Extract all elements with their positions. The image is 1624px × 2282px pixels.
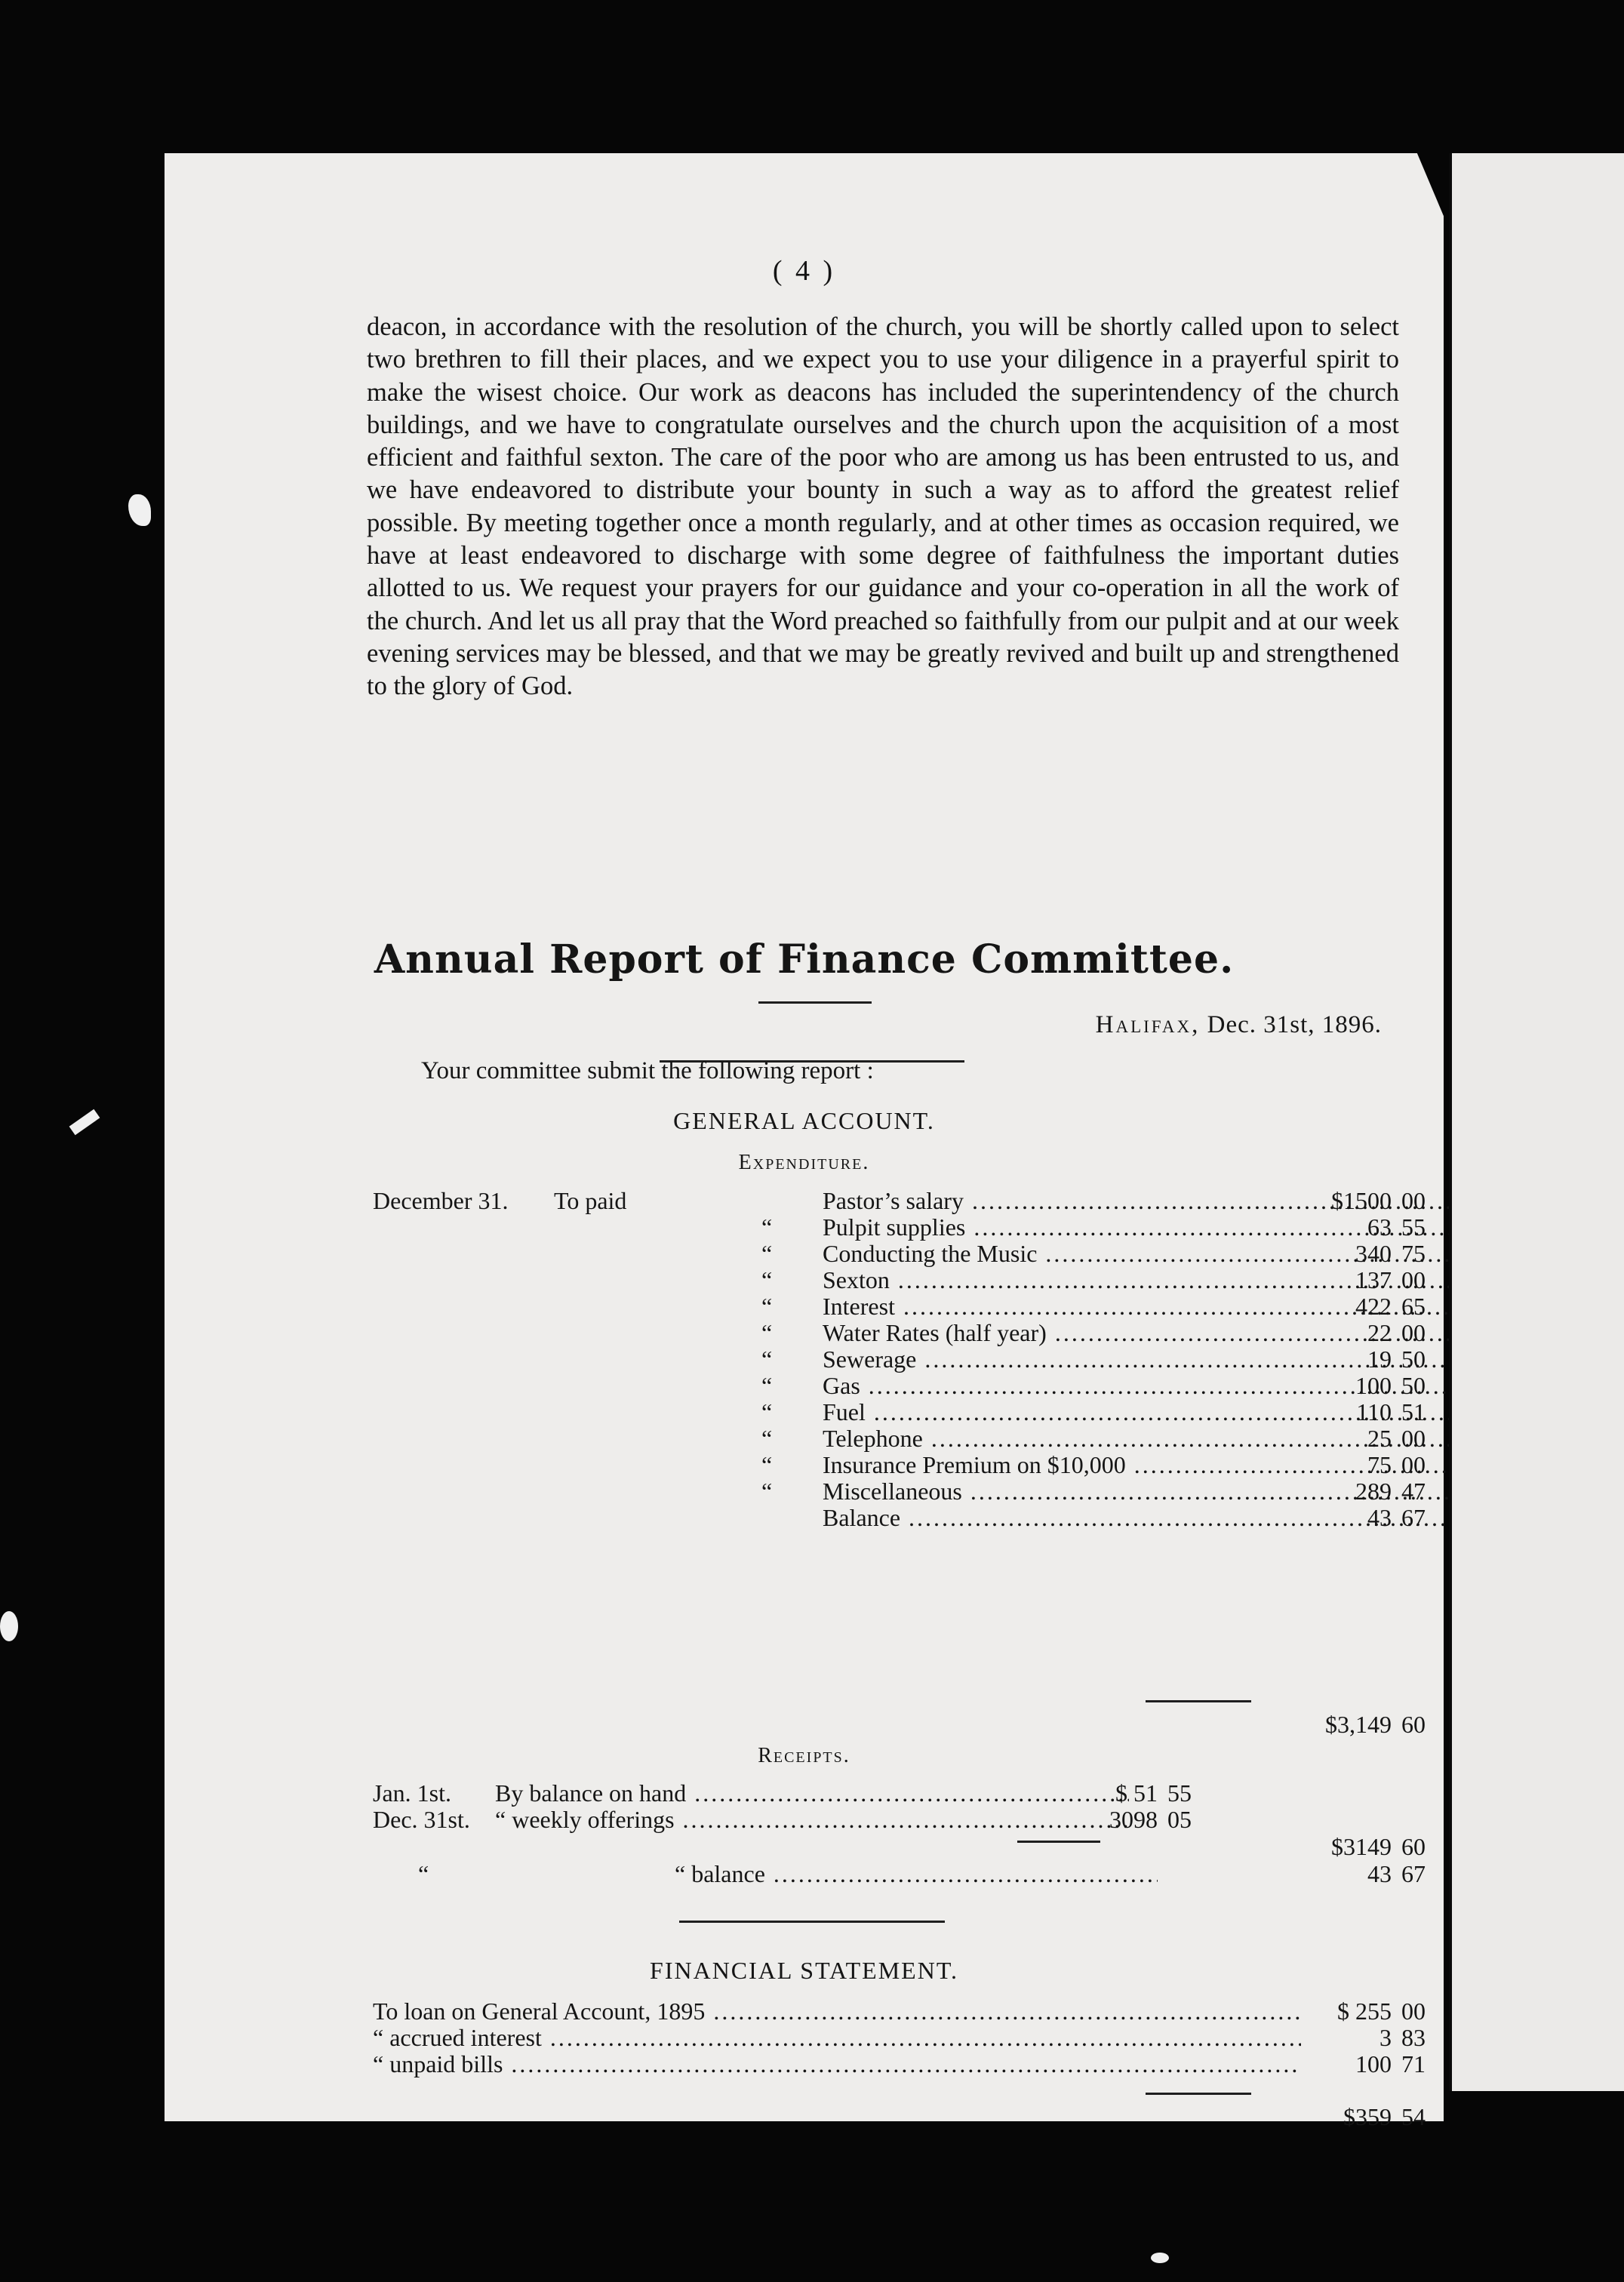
expenditure-cents: 50 xyxy=(1401,1372,1426,1399)
statement-total-rule xyxy=(1146,2093,1251,2095)
statement-dollars: 100 xyxy=(1355,2050,1392,2077)
expenditure-cents: 51 xyxy=(1401,1398,1426,1425)
receipts-total-cents: 60 xyxy=(1401,1833,1426,1860)
receipts-dollars: $ 51 xyxy=(1115,1779,1158,1807)
ditto-mark: “ xyxy=(761,1372,773,1399)
ditto-mark: “ xyxy=(761,1240,773,1267)
expenditure-label: Fuel ..... xyxy=(823,1398,1511,1426)
statement-total-dollars: $359 xyxy=(1343,2103,1392,2130)
expenditure-row xyxy=(373,1372,1426,1399)
ditto-mark: “ xyxy=(761,1319,773,1346)
expenditure-dollars: 137 xyxy=(1355,1266,1392,1293)
deacons-report-text: deacon, in accordance with the resolution of the church, you will be shortly called upon to select two brethren to fill their places, and we expect you to use your diligence in a prayerful spirit to make the wisest choice. Our work as deacons has included the superintendency of the church buildings, and we have to congratulate ourselves and the church upon the acquisition of a most efficient and faithful sexton. The care of the poor who are among us has been entrusted to us, and we have endeavored to distribute your bounty in such a way as to afford the greatest relief possible. By meeting together once a month regularly, and at other times as occasion required, we have at least endeavored to discharge with some degree of faithfulness the important duties allotted to us. We request your prayers for our guidance and your co-operation in all the work of the church. And let us all pray that the Word preached so faithfully from our pulpit and at our week evening services may be blessed, and that we may be greatly revived and built up and strengthened to the glory of God. xyxy=(367,312,1399,701)
statement-dollars: 3 xyxy=(1379,2024,1392,2051)
to-paid-label: To paid xyxy=(554,1187,627,1214)
statement-cents: 00 xyxy=(1401,1998,1426,2025)
statement-total xyxy=(373,2103,1426,2133)
expenditure-dollars: 22 xyxy=(1367,1319,1392,1346)
expenditure-row xyxy=(373,1478,1426,1505)
expenditure-total xyxy=(373,1711,1426,1741)
expenditure-total-cents: 60 xyxy=(1401,1711,1426,1738)
scan-speck xyxy=(1151,2253,1169,2263)
statement-label: “ unpaid bills ..... xyxy=(373,2050,1301,2078)
expenditure-label: Balance ..... xyxy=(823,1504,1511,1532)
expenditure-label: Miscellaneous ..... xyxy=(823,1478,1511,1505)
expenditure-dollars: 63 xyxy=(1367,1213,1392,1241)
receipts-row xyxy=(373,1779,1414,1806)
receipts-ledger xyxy=(373,1779,1414,1840)
expenditure-label: Interest ..... xyxy=(823,1293,1511,1321)
expenditure-cents: 75 xyxy=(1401,1240,1426,1267)
scan-speck xyxy=(128,494,151,526)
report-title: Annual Report of Finance Committee. xyxy=(374,936,1235,983)
scan-speck xyxy=(0,1611,18,1641)
report-place: Halifax, xyxy=(1095,1011,1201,1038)
expenditure-cents: 47 xyxy=(1401,1478,1426,1505)
receipts-date: Dec. 31st. xyxy=(373,1806,470,1833)
receipts-heading: Receipts. xyxy=(758,1744,850,1767)
report-intro: Your committee submit the following report : xyxy=(421,1057,874,1084)
financial-statement-ledger xyxy=(373,1998,1426,2088)
expenditure-total-rule xyxy=(1146,1700,1251,1702)
financial-statement-heading: FINANCIAL STATEMENT. xyxy=(650,1957,958,1984)
receipts-cents: 05 xyxy=(1167,1806,1192,1833)
receipts-total-dollars: $3149 xyxy=(1331,1833,1392,1860)
report-dateline xyxy=(1096,1011,1382,1039)
expenditure-row xyxy=(373,1398,1426,1425)
document-page xyxy=(165,153,1444,2130)
expenditure-label: Conducting the Music ..... xyxy=(823,1240,1511,1268)
expenditure-label: Pulpit supplies ..... xyxy=(823,1213,1511,1241)
expenditure-dollars: 19 xyxy=(1367,1346,1392,1373)
expenditure-row xyxy=(373,1346,1426,1373)
receipts-balance-row xyxy=(373,1860,1426,1890)
receipts-balance-ditto: “ xyxy=(418,1860,429,1887)
statement-cents: 71 xyxy=(1401,2050,1426,2077)
expenditure-dollars: 100 xyxy=(1355,1372,1392,1399)
expenditure-row xyxy=(373,1213,1426,1241)
expenditure-label: Sewerage ..... xyxy=(823,1346,1511,1373)
statement-row xyxy=(373,1998,1426,2025)
statement-label: To loan on General Account, 1895 ..... xyxy=(373,1998,1301,2025)
expenditure-cents: 00 xyxy=(1401,1451,1426,1478)
expenditure-row xyxy=(373,1425,1426,1452)
ditto-mark: “ xyxy=(761,1425,773,1452)
expenditure-row xyxy=(373,1266,1426,1293)
receipts-cents: 55 xyxy=(1167,1779,1192,1807)
receipts-row xyxy=(373,1806,1414,1832)
ditto-mark: “ xyxy=(761,1213,773,1241)
statement-total-cents: 54 xyxy=(1401,2103,1426,2130)
expenditure-cents: 00 xyxy=(1401,1425,1426,1452)
page-number: ( 4 ) xyxy=(772,255,836,287)
expenditure-label: Water Rates (half year) ..... xyxy=(823,1319,1511,1347)
ditto-mark: “ xyxy=(761,1293,773,1320)
receipts-total xyxy=(373,1833,1426,1863)
statement-label: “ accrued interest ..... xyxy=(373,2024,1301,2052)
expenditure-label: Telephone ..... xyxy=(823,1425,1511,1453)
expenditure-dollars: 25 xyxy=(1367,1425,1392,1452)
receipts-balance-cents: 67 xyxy=(1401,1860,1426,1887)
expenditure-row xyxy=(373,1187,1426,1214)
statement-cents: 83 xyxy=(1401,2024,1426,2051)
expenditure-dollars: $1500 xyxy=(1331,1187,1392,1214)
expenditure-total-dollars: $3,149 xyxy=(1325,1711,1392,1738)
expenditure-cents: 55 xyxy=(1401,1213,1426,1241)
expenditure-label: Insurance Premium on $10,000 ..... xyxy=(823,1451,1511,1479)
expenditure-row xyxy=(373,1319,1426,1346)
expenditure-dollars: 422 xyxy=(1355,1293,1392,1320)
expenditure-cents: 00 xyxy=(1401,1319,1426,1346)
expenditure-row xyxy=(373,1504,1426,1531)
expenditure-row xyxy=(373,1451,1426,1478)
scan-speck xyxy=(69,1109,100,1135)
expenditure-cents: 67 xyxy=(1401,1504,1426,1531)
expenditure-cents: 00 xyxy=(1401,1187,1426,1214)
page-corner-fold xyxy=(1416,152,1445,220)
expenditure-cents: 00 xyxy=(1401,1266,1426,1293)
expenditure-dollars: 75 xyxy=(1367,1451,1392,1478)
receipts-label: By balance on hand ..... xyxy=(495,1779,1129,1807)
ditto-mark: “ xyxy=(761,1478,773,1505)
expenditure-dollars: 289 xyxy=(1355,1478,1392,1505)
ditto-mark: “ xyxy=(761,1346,773,1373)
report-date: Dec. 31st, 1896. xyxy=(1207,1011,1382,1038)
expenditure-label: Gas ..... xyxy=(823,1372,1511,1400)
receipts-balance-dollars: 43 xyxy=(1367,1860,1392,1887)
statement-dollars: $ 255 xyxy=(1337,1998,1392,2025)
ditto-mark: “ xyxy=(761,1451,773,1478)
receipts-balance-label: “ balance ..... xyxy=(675,1860,1158,1888)
expenditure-row xyxy=(373,1240,1426,1267)
expenditure-dollars: 340 xyxy=(1355,1240,1392,1267)
receipts-label: “ weekly offerings ..... xyxy=(495,1806,1129,1834)
expenditure-date: December 31. xyxy=(373,1187,509,1214)
expenditure-label: Sexton ..... xyxy=(823,1266,1511,1294)
statement-row xyxy=(373,2024,1426,2051)
expenditure-label: Pastor’s salary ..... xyxy=(823,1187,1511,1215)
ditto-mark: “ xyxy=(761,1266,773,1293)
receipts-dollars: 3098 xyxy=(1109,1806,1158,1833)
expenditure-row xyxy=(373,1293,1426,1320)
expenditure-cents: 65 xyxy=(1401,1293,1426,1320)
statement-row xyxy=(373,2050,1426,2077)
general-account-heading: GENERAL ACCOUNT. xyxy=(673,1107,935,1134)
adjacent-page-edge xyxy=(1449,153,1624,2091)
expenditure-ledger xyxy=(373,1187,1426,1715)
ditto-mark: “ xyxy=(761,1398,773,1425)
expenditure-heading: Expenditure. xyxy=(738,1151,870,1174)
title-underline xyxy=(758,1001,872,1004)
receipts-date: Jan. 1st. xyxy=(373,1779,451,1807)
expenditure-dollars: 43 xyxy=(1367,1504,1392,1531)
expenditure-dollars: 110 xyxy=(1356,1398,1392,1425)
section-divider xyxy=(679,1921,945,1923)
expenditure-cents: 50 xyxy=(1401,1346,1426,1373)
